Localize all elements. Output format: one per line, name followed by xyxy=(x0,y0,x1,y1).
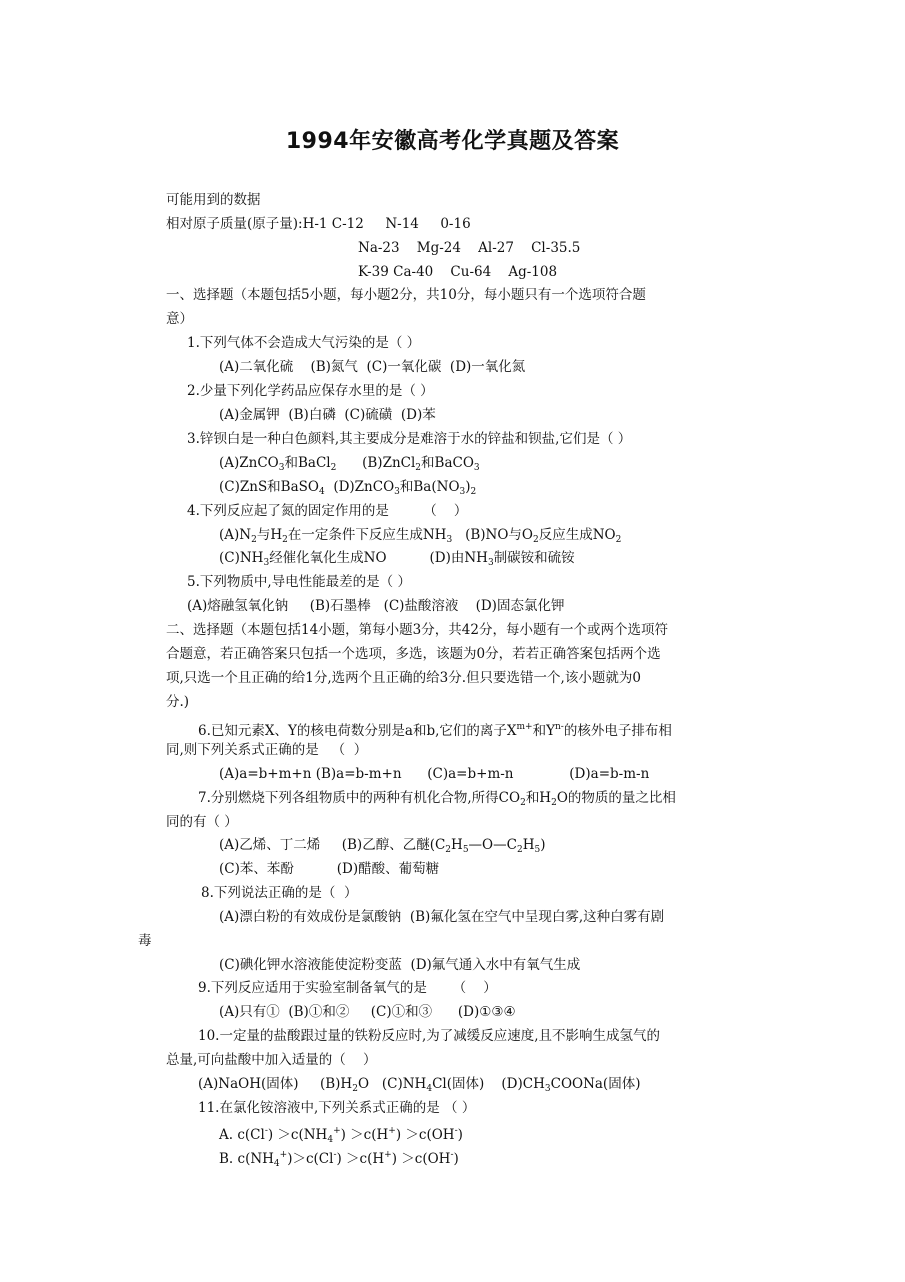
section-1-heading-wrap: 意） xyxy=(166,311,193,327)
question-3: 3.锌钡白是一种白色颜料,其主要成分是难溶于水的锌盐和钡盐,它们是（ ） xyxy=(187,431,632,447)
atomic-mass-line-2: Na-23 Mg-24 Al-27 Cl-35.5 xyxy=(358,240,581,256)
atomic-mass-line-1: 相对原子质量(原子量):H-1 C-12 N-14 0-16 xyxy=(166,216,471,232)
section-2-heading-4: 分.) xyxy=(166,694,190,710)
question-4: 4.下列反应起了氮的固定作用的是 （ ） xyxy=(187,503,468,519)
question-9: 9.下列反应适用于实验室制备氧气的是 （ ） xyxy=(198,980,497,996)
section-2-heading-2: 合题意，若正确答案只包括一个选项，多选，该题为0分，若若正确答案包括两个选 xyxy=(166,646,661,662)
question-7-wrap: 同的有（ ） xyxy=(166,814,238,830)
question-11-option-a: A. $c(Cl^-) >c(NH_4^+) >c(H^+) >c(OH^-)$ xyxy=(219,1126,463,1145)
question-10: 10.一定量的盐酸跟过量的铁粉反应时,为了减缓反应速度,且不影响生成氢气的 xyxy=(198,1028,661,1044)
question-7: 7.分别燃烧下列各组物质中的两种有机化合物,所得$CO_2$和$H_2O$的物质的量之比相 xyxy=(198,790,676,808)
question-9-options: (A)只有① (B)①和② (C)①和③ (D)①③④ xyxy=(219,1004,516,1020)
question-7-options-cd: (C)苯、苯酚 (D)醋酸、葡萄糖 xyxy=(219,861,440,877)
question-1-options: (A)二氧化硫 (B)氮气 (C)一氧化碳 (D)一氧化氮 xyxy=(219,359,526,375)
question-7-options-ab: (A)乙烯、丁二烯 (B)乙醇、乙醚$(C_2H_5—O—C_2H_5)$ xyxy=(219,837,546,855)
question-6: 6.已知元素X、Y的核电荷数分别是a和b,它们的离子$X^{m+}$和$Y^{n-}$的核外电子排布相 xyxy=(198,722,672,739)
section-2-heading-3: 项,只选一个且正确的给1分,选两个且正确的给3分.但只要选错一个,该小题就为0 xyxy=(166,670,641,686)
question-8-options-cd: (C)碘化钾水溶液能使淀粉变蓝 (D)氟气通入水中有氧气生成 xyxy=(219,957,581,973)
atomic-mass-line-3: K-39 Ca-40 Cu-64 Ag-108 xyxy=(358,264,558,280)
question-6-wrap: 同,则下列关系式正确的是 （ ） xyxy=(166,742,368,758)
question-3-options-ab: (A)ZnCO$_3$和BaCl$_2$ (B)ZnCl$_2$和BaCO$_3$ xyxy=(219,455,480,473)
question-10-options: (A)NaOH(固体) $(B)H_2O$ $(C)NH_4Cl$(固体) $(D)CH_3COONa$(固体) xyxy=(198,1076,641,1094)
document-title: 1994年安徽高考化学真题及答案 xyxy=(285,129,620,154)
question-2-options: (A)金属钾 (B)白磷 (C)硫磺 (D)苯 xyxy=(219,407,436,423)
question-5: 5.下列物质中,导电性能最差的是（ ） xyxy=(187,574,411,590)
question-8: 8.下列说法正确的是（ ） xyxy=(201,885,358,901)
question-11-option-b: B. $c(NH_4^+)>c(Cl^-) >c(H^+) >c(OH^-)$ xyxy=(219,1150,459,1169)
question-4-options-ab: $(A)N_2$与$H_2$在一定条件下反应生成$NH_3$ (B)NO与$O_2$反应生成$NO_2$ xyxy=(219,527,622,545)
question-5-options: (A)熔融氢氧化钠 (B)石墨棒 (C)盐酸溶液 (D)固态氯化钾 xyxy=(187,598,565,614)
question-4-options-cd: $(C)NH_3$经催化氧化生成NO (D)由$NH_3$制碳铵和硫铵 xyxy=(219,550,575,568)
question-6-options: (A)a=b+m+n (B)a=b-m+n (C)a=b+m-n (D)a=b-m-n xyxy=(219,766,650,782)
question-11: 11.在氯化铵溶液中,下列关系式正确的是 （ ） xyxy=(198,1100,476,1116)
question-8-options-ab: (A)漂白粉的有效成份是氯酸钠 (B)氟化氢在空气中呈现白雾,这种白雾有剧 xyxy=(219,909,665,925)
question-10-wrap: 总量,可向盐酸中加入适量的（ ） xyxy=(166,1052,377,1068)
data-header: 可能用到的数据 xyxy=(166,192,261,208)
section-1-heading: 一、选择题（本题包括5小题，每小题2分，共10分，每小题只有一个选项符合题 xyxy=(166,287,646,303)
question-1: 1.下列气体不会造成大气污染的是（ ） xyxy=(187,335,421,351)
section-2-heading: 二、选择题（本题包括14小题，第每小题3分，共42分，每小题有一个或两个选项符 xyxy=(166,622,668,638)
question-8-wrap: 毒 xyxy=(138,933,152,949)
question-3-options-cd: (C)ZnS和BaSO$_4$ (D)ZnCO$_3$和$Ba(NO_3)_2$ xyxy=(219,479,477,497)
question-2: 2.少量下列化学药品应保存水里的是（ ） xyxy=(187,383,434,399)
